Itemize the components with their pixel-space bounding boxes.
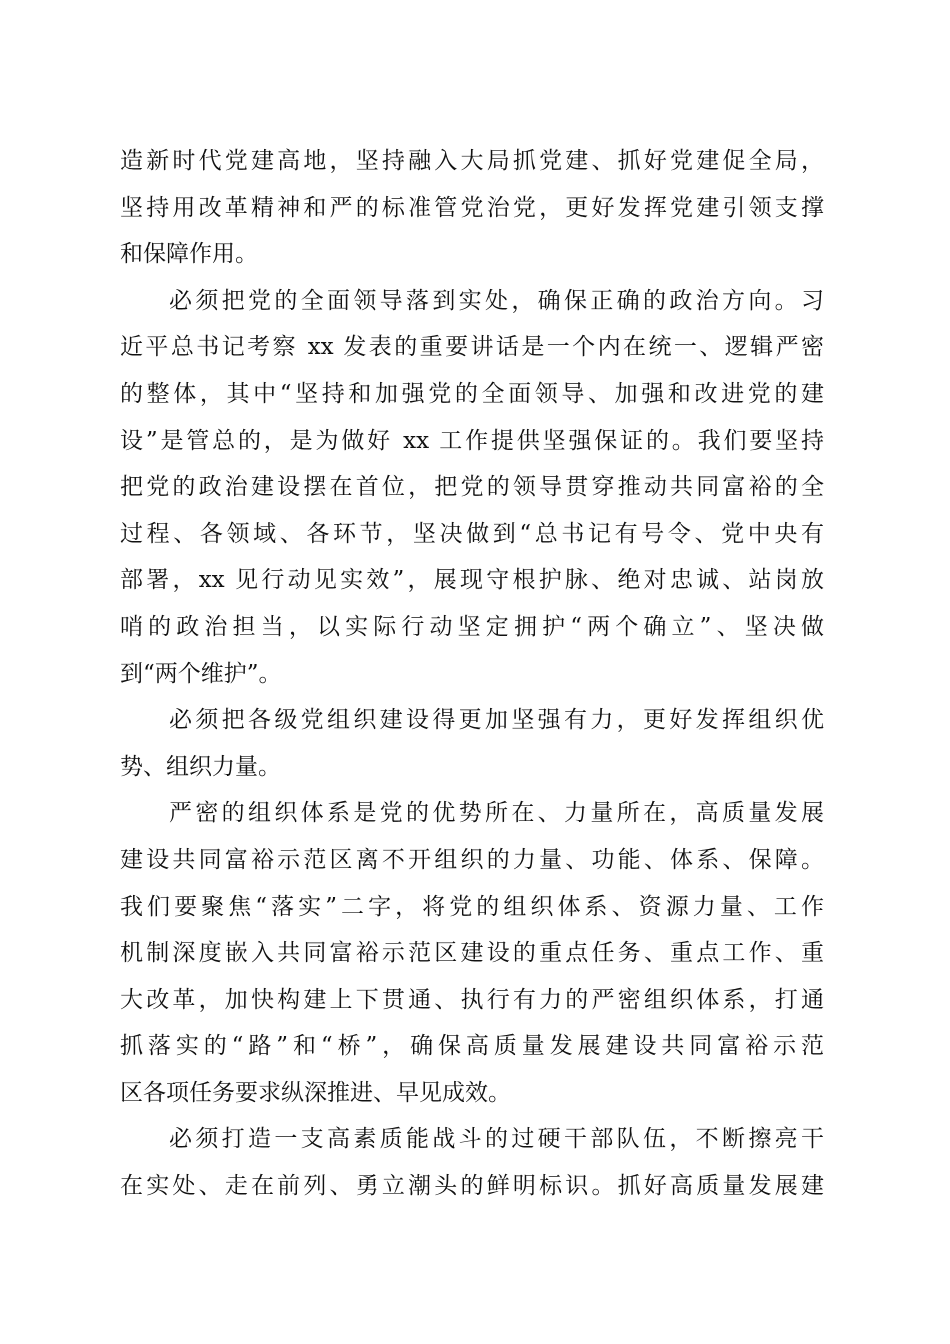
text-line: 到“两个维护”。: [120, 660, 282, 687]
paragraph-first-line: 必须把各级党组织建设得更加坚强有力，更好发挥组织优: [169, 707, 824, 734]
text-line: 设”是管总的，是为做好 xx 工作提供坚强保证的。我们要坚持: [120, 427, 824, 454]
text-line: 在实处、走在前列、勇立潮头的鲜明标识。抓好高质量发展建: [120, 1173, 824, 1200]
text-line: 的整体，其中“坚持和加强党的全面领导、加强和改进党的建: [120, 380, 824, 407]
text-line: 和保障作用。: [120, 241, 258, 268]
text-line: 哨的政治担当，以实际行动坚定拥护“两个确立”、坚决做: [120, 613, 824, 640]
text-line: 部署，xx 见行动见实效”，展现守根护脉、绝对忠诚、站岗放: [120, 567, 824, 594]
text-line: 造新时代党建高地，坚持融入大局抓党建、抓好党建促全局，: [120, 148, 824, 174]
text-line: 坚持用改革精神和严的标准管党治党，更好发挥党建引领支撑: [120, 194, 824, 221]
text-line: 势、组织力量。: [120, 753, 281, 780]
paragraph-first-line: 必须把党的全面领导落到实处，确保正确的政治方向。习: [169, 287, 824, 314]
document-body: [120, 138, 824, 1210]
text-line: 近平总书记考察 xx 发表的重要讲话是一个内在统一、逻辑严密: [120, 334, 824, 361]
text-line: 过程、各领域、各环节，坚决做到“总书记有号令、党中央有: [120, 520, 824, 547]
paragraph-first-line: 严密的组织体系是党的优势所在、力量所在，高质量发展: [169, 800, 824, 827]
text-line: 区各项任务要求纵深推进、早见成效。: [120, 1079, 511, 1106]
text-line: 建设共同富裕示范区离不开组织的力量、功能、体系、保障。: [120, 846, 824, 873]
paragraph-first-line: 必须打造一支高素质能战斗的过硬干部队伍，不断擦亮干: [169, 1126, 824, 1153]
text-line: 我们要聚焦“落实”二字，将党的组织体系、资源力量、工作: [120, 893, 824, 920]
text-line: 大改革，加快构建上下贯通、执行有力的严密组织体系，打通: [120, 986, 824, 1013]
text-line: 机制深度嵌入共同富裕示范区建设的重点任务、重点工作、重: [120, 940, 824, 967]
text-line: 抓落实的“路”和“桥”，确保高质量发展建设共同富裕示范: [120, 1033, 824, 1060]
text-line: 把党的政治建设摆在首位，把党的领导贯穿推动共同富裕的全: [120, 474, 824, 501]
